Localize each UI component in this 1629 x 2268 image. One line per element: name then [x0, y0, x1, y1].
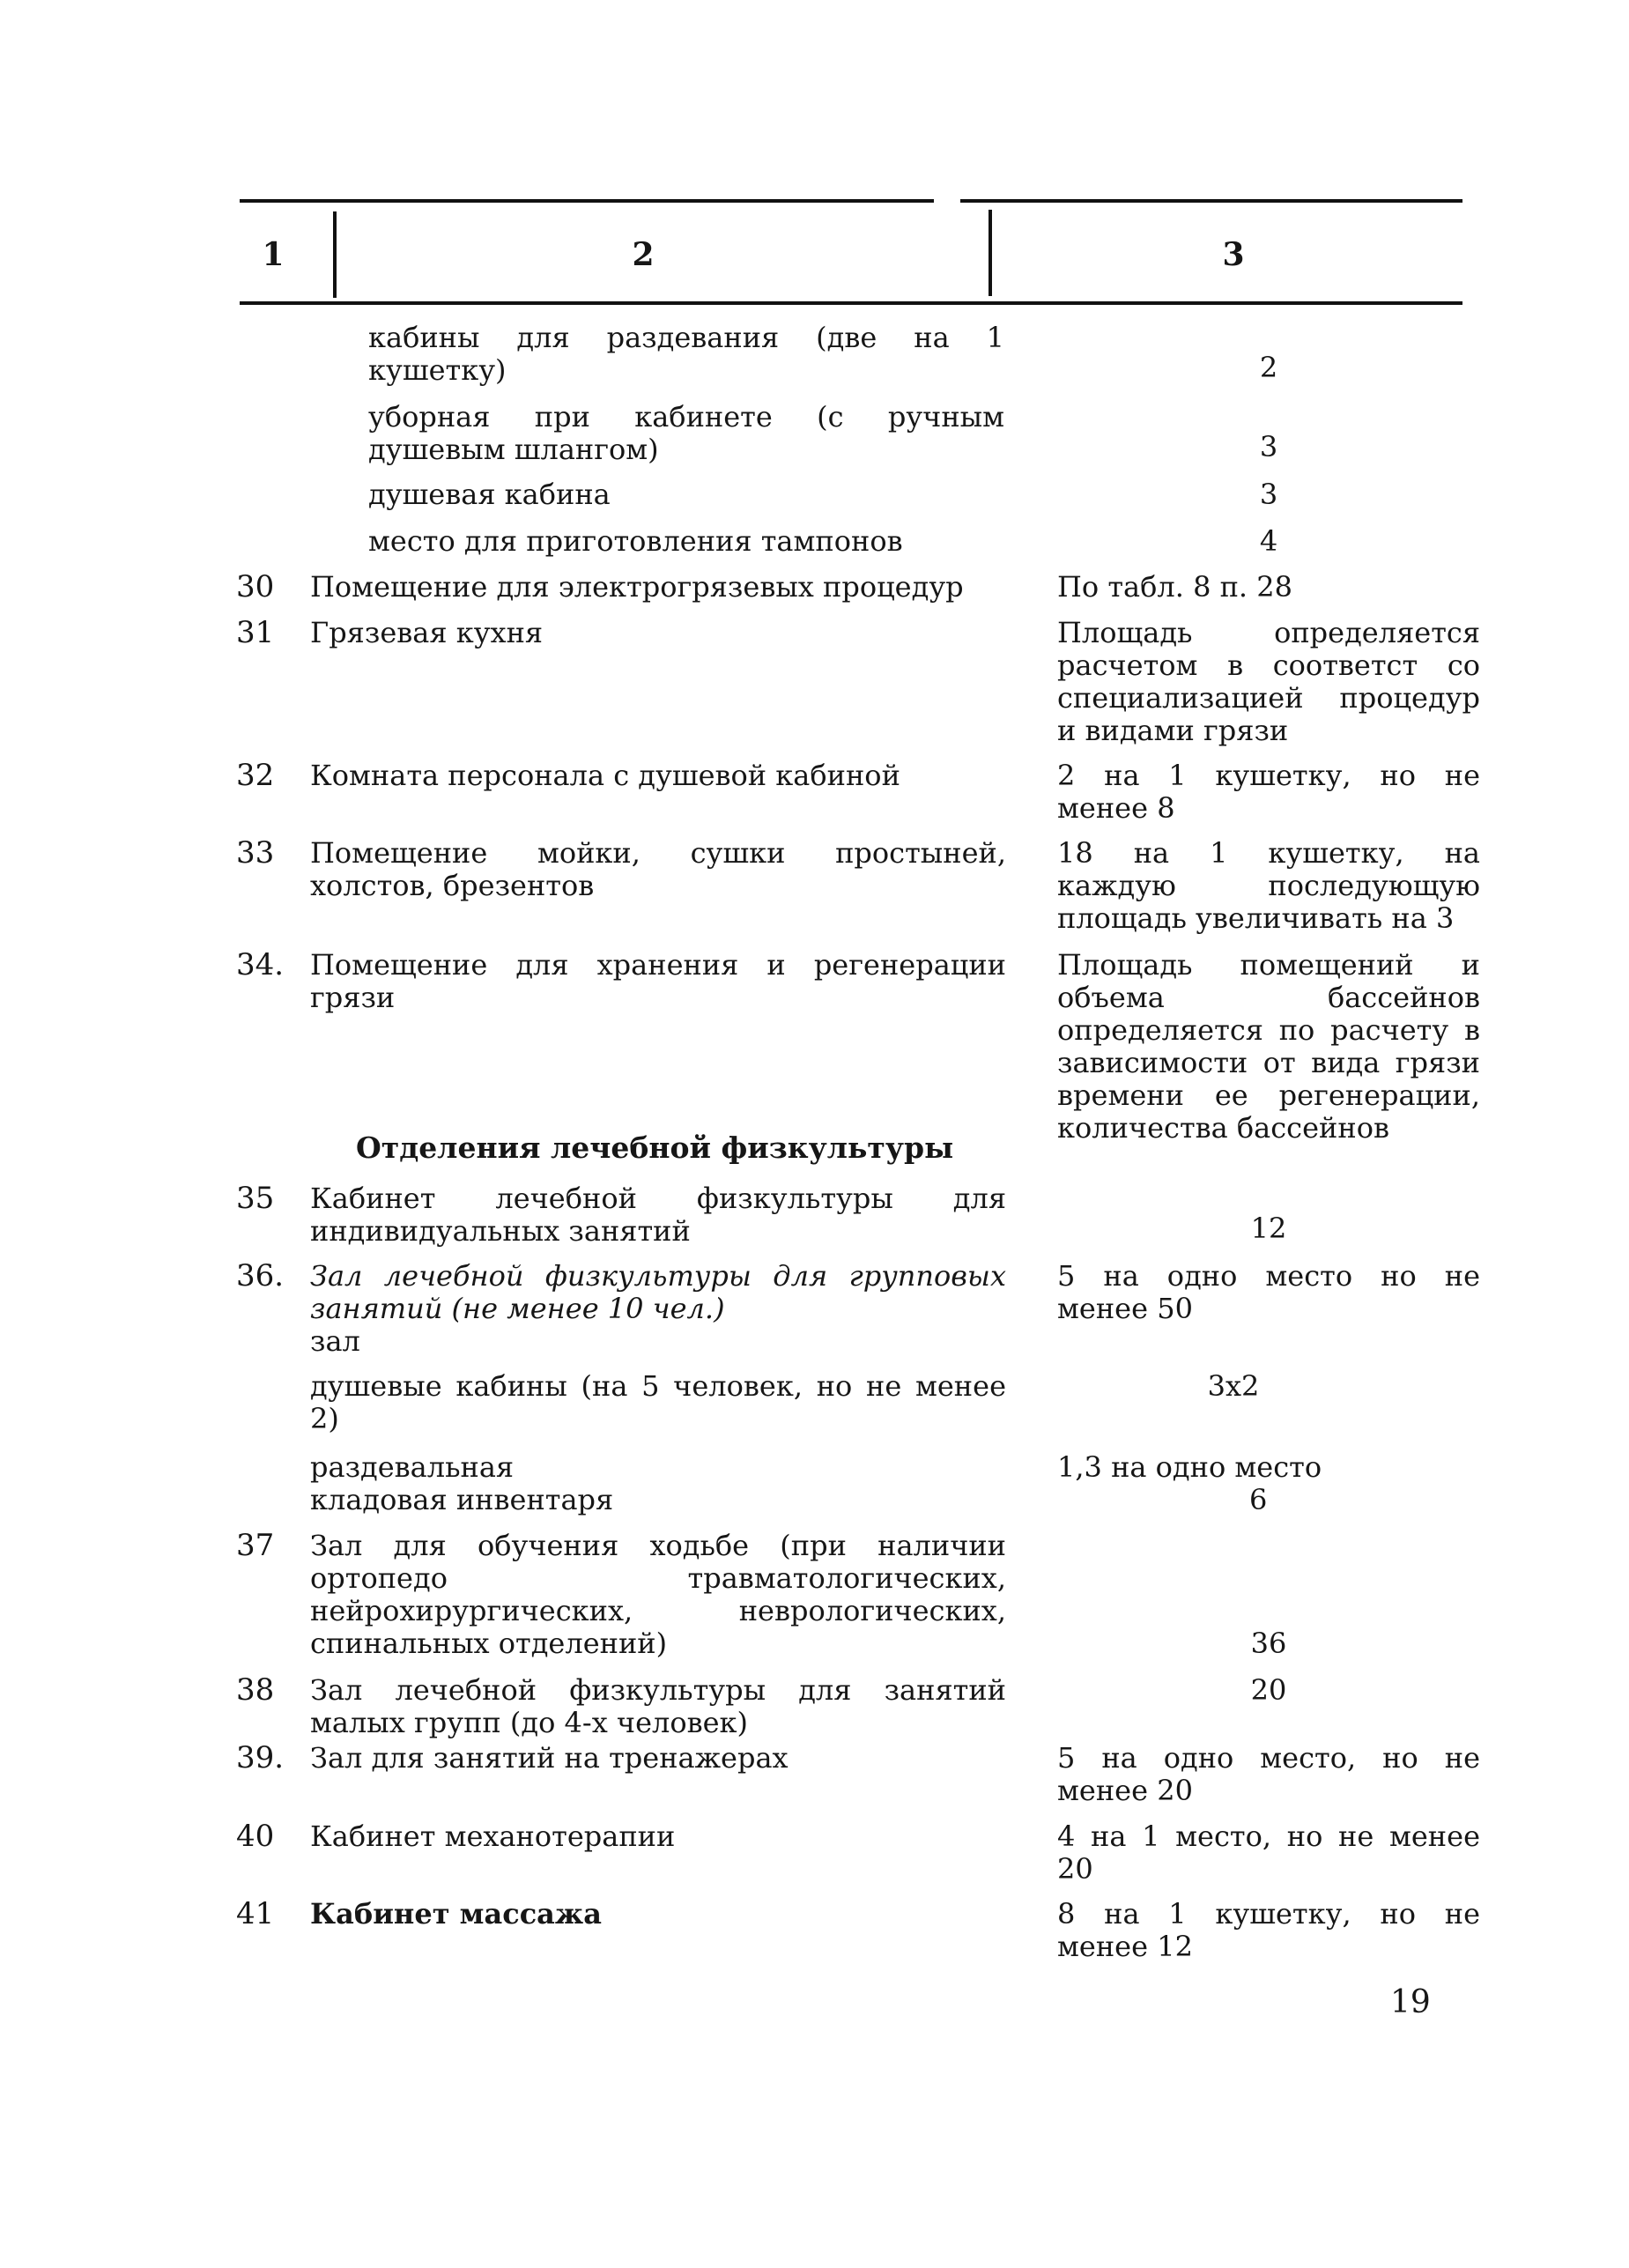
row-value: 1,3 на одно место — [1057, 1450, 1322, 1484]
row-value: 18 на 1 кушетку, на каждую последующую площадь увеличивать на 3 — [1057, 836, 1480, 935]
row-number: 37 — [236, 1528, 275, 1563]
row-description: Кабинет массажа — [310, 1897, 602, 1931]
row-number: 30 — [236, 569, 275, 604]
row-number: 41 — [236, 1896, 275, 1931]
header-top-rule-left — [240, 199, 934, 203]
header-col-2: 2 — [632, 236, 655, 273]
row-value: 5 на одно место, но не менее 20 — [1057, 1741, 1480, 1807]
row-description: Зал лечебной физкультуры для занятий малых групп (до 4-х человек) — [310, 1673, 1006, 1739]
section-heading: Отделения лечебной физкультуры — [356, 1130, 954, 1165]
row-description: Помещение для хранения и регенерации грязи — [310, 948, 1006, 1014]
row-value: 3 — [1259, 478, 1278, 511]
row-description: раздевальная — [310, 1450, 515, 1484]
row-number: 36. — [236, 1258, 285, 1293]
row-description: кабины для раздевания (две на 1 кушетку) — [368, 321, 1004, 387]
row-value: 3х2 — [1207, 1369, 1260, 1403]
row-description: Зал для занятий на тренажерах — [310, 1741, 789, 1775]
row-description: душевая кабина — [368, 478, 611, 511]
row-value: 20 — [1250, 1673, 1287, 1707]
row-description: Кабинет лечебной физкультуры для индивидуальных занятий — [310, 1182, 1006, 1248]
header-col-3: 3 — [1222, 236, 1245, 273]
row-description: уборная при кабинете (с ручным душевым шлангом) — [368, 400, 1004, 466]
row-description: Комната персонала с душевой кабиной — [310, 759, 900, 792]
row-number: 39. — [236, 1740, 285, 1775]
row-number: 34. — [236, 947, 285, 982]
row-description: душевые кабины (на 5 человек, но не менее 2) — [310, 1369, 1006, 1435]
row-value: 4 на 1 место, но не менее 20 — [1057, 1820, 1480, 1886]
row-subitem: зал — [310, 1324, 360, 1358]
row-value: 4 — [1259, 524, 1278, 558]
header-bottom-rule — [240, 301, 1462, 305]
row-number: 38 — [236, 1672, 275, 1708]
row-value: Площадь помещений и объема бассейнов определяется по расчету в зависимости от вида грязи времени ее регенерации, количества бассейнов — [1057, 948, 1480, 1145]
row-description: Помещение для электрогрязевых процедур — [310, 570, 964, 604]
row-value: 36 — [1250, 1627, 1287, 1660]
row-value: 2 — [1259, 351, 1278, 384]
row-value: Площадь определяется расчетом в соответст со специализацией процедур и видами грязи — [1057, 616, 1480, 747]
row-number: 40 — [236, 1819, 275, 1854]
row-value: 12 — [1250, 1212, 1287, 1245]
header-top-rule-right — [960, 199, 1462, 203]
row-description: Зал для обучения ходьбе (при наличии ортопедо травматологических, нейрохирургических, неврологических, спинальных отделений) — [310, 1529, 1006, 1660]
header-divider-1 — [333, 211, 337, 298]
row-description: Кабинет механотерапии — [310, 1820, 676, 1853]
header-col-1: 1 — [262, 236, 285, 273]
row-number: 31 — [236, 615, 275, 650]
row-value: 6 — [1249, 1483, 1268, 1516]
row-description: Помещение мойки, сушки простыней, холстов, брезентов — [310, 836, 1006, 902]
row-value: 2 на 1 кушетку, но не менее 8 — [1057, 759, 1480, 825]
row-number: 32 — [236, 758, 275, 793]
row-description: кладовая инвентаря — [310, 1483, 614, 1516]
row-description: место для приготовления тампонов — [368, 524, 903, 558]
row-description: Грязевая кухня — [310, 616, 544, 649]
row-description: Зал лечебной физкультуры для групповых занятий (не менее 10 чел.) — [310, 1259, 1006, 1325]
row-value: По табл. 8 п. 28 — [1057, 570, 1292, 604]
row-number: 35 — [236, 1181, 275, 1216]
header-divider-2 — [989, 210, 992, 296]
row-value: 8 на 1 кушетку, но не менее 12 — [1057, 1897, 1480, 1963]
row-value: 3 — [1259, 430, 1278, 463]
page-number: 19 — [1390, 1984, 1431, 2020]
row-value: 5 на одно место но не менее 50 — [1057, 1259, 1480, 1325]
row-number: 33 — [236, 835, 275, 871]
